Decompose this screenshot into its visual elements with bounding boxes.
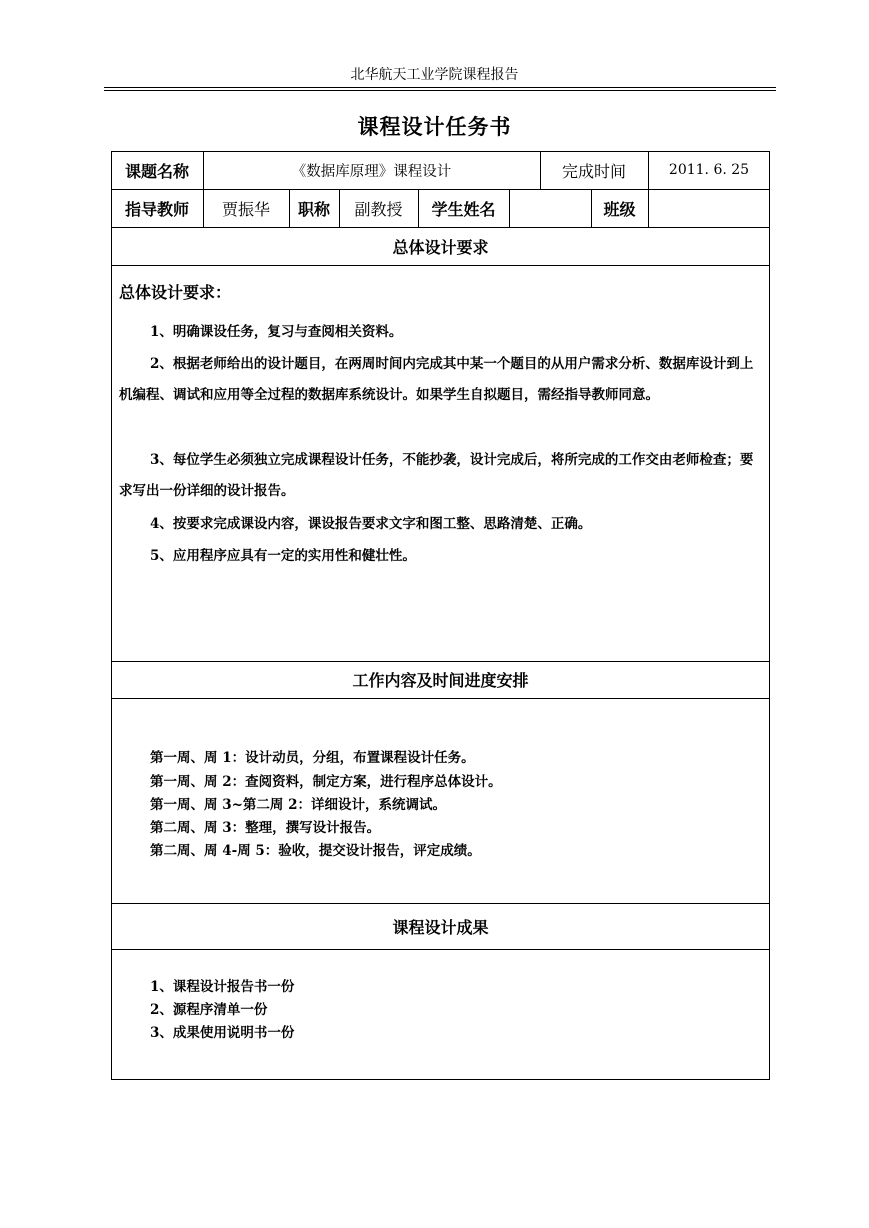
header-rule-secondary: [104, 90, 776, 91]
requirement-item: 5、应用程序应具有一定的实用性和健壮性。: [150, 548, 416, 564]
results-section-title: 课程设计成果: [392, 917, 489, 937]
completion-time-value: 2011. 6. 25: [668, 162, 750, 178]
rank-value: 副教授: [354, 199, 403, 219]
requirement-item: 2、根据老师给出的设计题目，在两周时间内完成其中某一个题目的从用户需求分析、数据库设计到上机编程、调试和应用等全过程的数据库系统设计。如果学生自拟题目，需经指导教师同意。: [119, 356, 754, 403]
class-value: [648, 189, 770, 227]
page-header: 北华航天工业学院课程报告: [350, 67, 519, 83]
class-label: 班级: [603, 199, 636, 219]
requirement-item: 4、按要求完成课设内容，课设报告要求文字和图工整、思路清楚、正确。: [150, 516, 592, 532]
student-name-label: 学生姓名: [431, 199, 496, 219]
student-name-value: [509, 189, 591, 227]
result-item: 1、课程设计报告书一份: [150, 979, 295, 995]
schedule-item: 第一周、周 3~第二周 2：详细设计，系统调试。: [150, 797, 446, 813]
topic-value: 《数据库原理》课程设计: [291, 163, 452, 180]
completion-time-label: 完成时间: [561, 161, 626, 181]
requirements-heading: 总体设计要求：: [119, 283, 232, 302]
divider: [111, 265, 770, 266]
result-item: 2、源程序清单一份: [150, 1002, 268, 1018]
rank-label: 职称: [297, 199, 330, 219]
divider: [111, 949, 770, 950]
schedule-section-title: 工作内容及时间进度安排: [352, 671, 529, 690]
document-title: 课程设计任务书: [357, 114, 512, 139]
schedule-item: 第二周、周 4-周 5：验收，提交设计报告，评定成绩。: [150, 843, 481, 859]
topic-label: 课题名称: [124, 161, 189, 181]
requirements-section-title: 总体设计要求: [392, 237, 489, 257]
result-item: 3、成果使用说明书一份: [150, 1025, 295, 1041]
schedule-item: 第一周、周 2：查阅资料，制定方案，进行程序总体设计。: [150, 774, 502, 790]
teacher-value: 贾振华: [221, 199, 270, 219]
schedule-item: 第二周、周 3：整理，撰写设计报告。: [150, 820, 381, 836]
divider: [111, 698, 770, 699]
requirement-item: 3、每位学生必须独立完成课程设计任务，不能抄袭，设计完成后，将所完成的工作交由老师检查；要求写出一份详细的设计报告。: [119, 452, 754, 499]
schedule-item: 第一周、周 1：设计动员，分组，布置课程设计任务。: [150, 750, 475, 766]
requirement-item: 1、明确课设任务，复习与查阅相关资料。: [150, 324, 403, 340]
teacher-label: 指导教师: [124, 199, 189, 219]
header-rule: [104, 87, 776, 88]
